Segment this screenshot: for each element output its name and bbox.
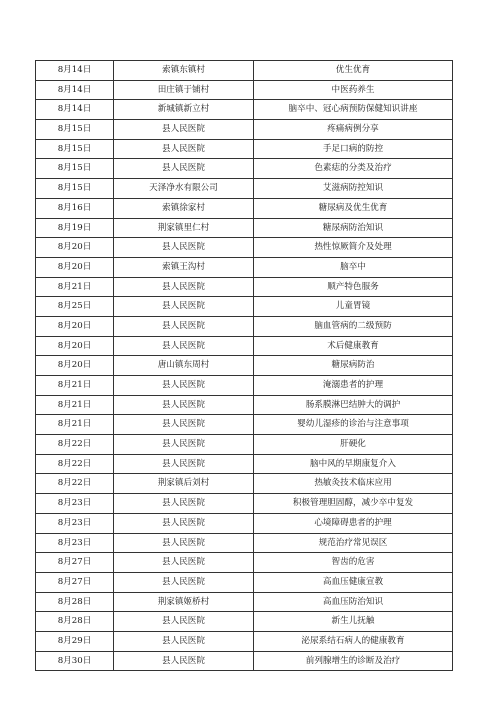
topic-cell: 手足口病的防控 xyxy=(254,139,453,159)
location-cell: 县人民医院 xyxy=(114,533,254,553)
table-row xyxy=(36,297,453,317)
date-cell: 8月28日 xyxy=(36,612,114,632)
table-row xyxy=(36,277,453,297)
topic-cell: 规范治疗常见误区 xyxy=(254,533,453,553)
date-cell: 8月15日 xyxy=(36,159,114,179)
topic-cell: 脑卒中、冠心病预防保健知识讲座 xyxy=(254,100,453,120)
location-cell: 县人民医院 xyxy=(114,612,254,632)
location-cell: 县人民医院 xyxy=(114,651,254,671)
location-cell: 荆家镇里仁村 xyxy=(114,218,254,238)
date-cell: 8月20日 xyxy=(36,356,114,376)
date-cell: 8月25日 xyxy=(36,297,114,317)
date-cell: 8月21日 xyxy=(36,277,114,297)
table-row xyxy=(36,592,453,612)
date-cell: 8月29日 xyxy=(36,631,114,651)
location-cell: 县人民医院 xyxy=(114,454,254,474)
topic-cell: 儿童胃镜 xyxy=(254,297,453,317)
topic-cell: 前列腺增生的诊断及治疗 xyxy=(254,651,453,671)
date-cell: 8月15日 xyxy=(36,179,114,199)
location-cell: 县人民医院 xyxy=(114,553,254,573)
table-row xyxy=(36,336,453,356)
location-cell: 索镇徐家村 xyxy=(114,198,254,218)
schedule-table xyxy=(35,60,453,671)
topic-cell: 高血压防治知识 xyxy=(254,592,453,612)
table-row xyxy=(36,179,453,199)
table-row xyxy=(36,474,453,494)
table-row xyxy=(36,238,453,258)
date-cell: 8月20日 xyxy=(36,238,114,258)
table-row xyxy=(36,61,453,81)
table-row xyxy=(36,651,453,671)
table-row xyxy=(36,139,453,159)
table-row xyxy=(36,316,453,336)
table-row xyxy=(36,356,453,376)
schedule-table-body xyxy=(36,61,453,671)
topic-cell: 婴幼儿湿疹的诊治与注意事项 xyxy=(254,415,453,435)
table-row xyxy=(36,218,453,238)
location-cell: 县人民医院 xyxy=(114,238,254,258)
date-cell: 8月22日 xyxy=(36,474,114,494)
table-row xyxy=(36,513,453,533)
topic-cell: 脑卒中 xyxy=(254,257,453,277)
location-cell: 县人民医院 xyxy=(114,120,254,140)
topic-cell: 色素痣的分类及治疗 xyxy=(254,159,453,179)
table-row xyxy=(36,395,453,415)
location-cell: 县人民医院 xyxy=(114,336,254,356)
topic-cell: 热性惊厥简介及处理 xyxy=(254,238,453,258)
location-cell: 天泽净水有限公司 xyxy=(114,179,254,199)
date-cell: 8月28日 xyxy=(36,592,114,612)
topic-cell: 积极管理胆固醇，减少卒中复发 xyxy=(254,494,453,514)
location-cell: 索镇王沟村 xyxy=(114,257,254,277)
date-cell: 8月30日 xyxy=(36,651,114,671)
topic-cell: 热敏灸技术临床应用 xyxy=(254,474,453,494)
date-cell: 8月23日 xyxy=(36,494,114,514)
topic-cell: 肝硬化 xyxy=(254,435,453,455)
location-cell: 县人民医院 xyxy=(114,631,254,651)
location-cell: 荆家镇姬桥村 xyxy=(114,592,254,612)
topic-cell: 高血压健康宣教 xyxy=(254,572,453,592)
date-cell: 8月23日 xyxy=(36,533,114,553)
location-cell: 县人民医院 xyxy=(114,395,254,415)
date-cell: 8月15日 xyxy=(36,139,114,159)
date-cell: 8月22日 xyxy=(36,435,114,455)
date-cell: 8月21日 xyxy=(36,415,114,435)
table-row xyxy=(36,435,453,455)
location-cell: 县人民医院 xyxy=(114,297,254,317)
topic-cell: 疼痛病例分享 xyxy=(254,120,453,140)
date-cell: 8月20日 xyxy=(36,336,114,356)
topic-cell: 糖尿病防治知识 xyxy=(254,218,453,238)
table-row xyxy=(36,494,453,514)
table-row xyxy=(36,376,453,396)
date-cell: 8月14日 xyxy=(36,100,114,120)
table-row xyxy=(36,612,453,632)
topic-cell: 糖尿病防治 xyxy=(254,356,453,376)
table-row xyxy=(36,572,453,592)
table-row xyxy=(36,454,453,474)
location-cell: 新城镇新立村 xyxy=(114,100,254,120)
location-cell: 索镇东镇村 xyxy=(114,61,254,81)
date-cell: 8月20日 xyxy=(36,257,114,277)
location-cell: 县人民医院 xyxy=(114,513,254,533)
location-cell: 县人民医院 xyxy=(114,139,254,159)
table-row xyxy=(36,159,453,179)
topic-cell: 肠系膜淋巴结肿大的调护 xyxy=(254,395,453,415)
date-cell: 8月20日 xyxy=(36,316,114,336)
location-cell: 县人民医院 xyxy=(114,316,254,336)
table-row xyxy=(36,631,453,651)
table-row xyxy=(36,553,453,573)
location-cell: 县人民医院 xyxy=(114,376,254,396)
date-cell: 8月27日 xyxy=(36,572,114,592)
topic-cell: 术后健康教育 xyxy=(254,336,453,356)
topic-cell: 糖尿病及优生优育 xyxy=(254,198,453,218)
topic-cell: 脑血管病的二级预防 xyxy=(254,316,453,336)
location-cell: 县人民医院 xyxy=(114,572,254,592)
location-cell: 荆家镇后刘村 xyxy=(114,474,254,494)
topic-cell: 泌尿系结石病人的健康教育 xyxy=(254,631,453,651)
date-cell: 8月27日 xyxy=(36,553,114,573)
table-row xyxy=(36,80,453,100)
table-row xyxy=(36,533,453,553)
table-row xyxy=(36,100,453,120)
date-cell: 8月21日 xyxy=(36,376,114,396)
table-row xyxy=(36,257,453,277)
location-cell: 田庄镇于铺村 xyxy=(114,80,254,100)
location-cell: 县人民医院 xyxy=(114,415,254,435)
date-cell: 8月22日 xyxy=(36,454,114,474)
date-cell: 8月14日 xyxy=(36,80,114,100)
topic-cell: 智齿的危害 xyxy=(254,553,453,573)
topic-cell: 艾滋病防控知识 xyxy=(254,179,453,199)
location-cell: 县人民医院 xyxy=(114,159,254,179)
date-cell: 8月16日 xyxy=(36,198,114,218)
date-cell: 8月14日 xyxy=(36,61,114,81)
date-cell: 8月23日 xyxy=(36,513,114,533)
table-row xyxy=(36,120,453,140)
topic-cell: 心境障碍患者的护理 xyxy=(254,513,453,533)
topic-cell: 淹溺患者的护理 xyxy=(254,376,453,396)
location-cell: 县人民医院 xyxy=(114,435,254,455)
table-row xyxy=(36,415,453,435)
table-row xyxy=(36,198,453,218)
location-cell: 唐山镇东周村 xyxy=(114,356,254,376)
topic-cell: 新生儿抚触 xyxy=(254,612,453,632)
location-cell: 县人民医院 xyxy=(114,277,254,297)
topic-cell: 中医药养生 xyxy=(254,80,453,100)
date-cell: 8月15日 xyxy=(36,120,114,140)
topic-cell: 顺产特色服务 xyxy=(254,277,453,297)
topic-cell: 优生优育 xyxy=(254,61,453,81)
date-cell: 8月21日 xyxy=(36,395,114,415)
location-cell: 县人民医院 xyxy=(114,494,254,514)
date-cell: 8月19日 xyxy=(36,218,114,238)
topic-cell: 脑中风的早期康复介入 xyxy=(254,454,453,474)
